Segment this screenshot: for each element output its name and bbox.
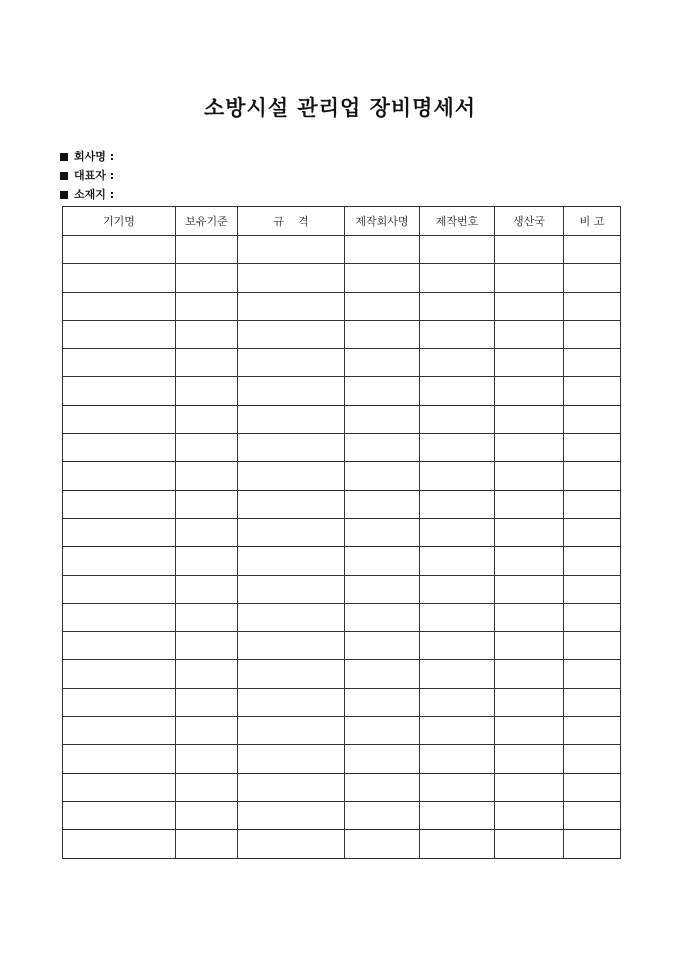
table-cell[interactable] [495,801,564,829]
table-cell[interactable] [495,745,564,773]
table-cell[interactable] [495,632,564,660]
table-cell[interactable] [564,349,621,377]
table-row [63,349,621,377]
table-row [63,236,621,264]
table-cell[interactable] [564,773,621,801]
table-cell[interactable] [495,264,564,292]
table-cell[interactable] [420,349,495,377]
table-cell[interactable] [420,688,495,716]
table-cell[interactable] [238,717,345,745]
table-cell[interactable] [495,292,564,320]
table-cell[interactable] [176,801,238,829]
table-row [63,717,621,745]
table-cell[interactable] [63,377,176,405]
equipment-table [62,206,621,859]
table-cell[interactable] [63,717,176,745]
table-cell[interactable] [564,264,621,292]
table-cell[interactable] [176,830,238,858]
table-cell[interactable] [420,462,495,490]
table-row [63,660,621,688]
table-cell[interactable] [564,547,621,575]
table-row [63,632,621,660]
header-manufacturer: 제작회사명 [345,207,420,236]
table-cell[interactable] [176,405,238,433]
table-row [63,462,621,490]
table-cell[interactable] [63,405,176,433]
table-cell[interactable] [238,490,345,518]
table-cell[interactable] [564,434,621,462]
table-cell[interactable] [238,320,345,348]
table-cell[interactable] [420,377,495,405]
header-specification: 규 격 [238,207,345,236]
table-cell[interactable] [345,434,420,462]
square-bullet-icon [60,172,68,180]
table-cell[interactable] [238,405,345,433]
table-cell[interactable] [420,490,495,518]
table-cell[interactable] [564,490,621,518]
table-cell[interactable] [345,745,420,773]
table-row [63,264,621,292]
table-cell[interactable] [63,236,176,264]
table-row [63,434,621,462]
table-cell[interactable] [238,292,345,320]
table-row [63,490,621,518]
table-cell[interactable] [238,264,345,292]
table-cell[interactable] [345,405,420,433]
table-cell[interactable] [238,518,345,546]
table-cell[interactable] [495,320,564,348]
square-bullet-icon [60,153,68,161]
table-cell[interactable] [420,405,495,433]
table-cell[interactable] [345,717,420,745]
table-cell[interactable] [495,405,564,433]
table-cell[interactable] [176,717,238,745]
table-cell[interactable] [176,377,238,405]
table-cell[interactable] [564,632,621,660]
table-cell[interactable] [420,292,495,320]
info-representative-label: 대표자 : [74,169,115,182]
table-cell[interactable] [238,745,345,773]
table-cell[interactable] [420,575,495,603]
table-cell[interactable] [420,264,495,292]
table-cell[interactable] [176,547,238,575]
table-cell[interactable] [495,547,564,575]
table-cell[interactable] [63,264,176,292]
table-cell[interactable] [176,349,238,377]
table-row [63,745,621,773]
table-cell[interactable] [238,830,345,858]
table-header-row [63,207,621,236]
table-cell[interactable] [176,518,238,546]
table-cell[interactable] [345,688,420,716]
table-cell[interactable] [564,575,621,603]
table-cell[interactable] [63,547,176,575]
table-cell[interactable] [345,801,420,829]
table-cell[interactable] [176,688,238,716]
table-cell[interactable] [345,236,420,264]
table-cell[interactable] [564,745,621,773]
table-cell[interactable] [238,660,345,688]
table-cell[interactable] [176,773,238,801]
table-cell[interactable] [238,773,345,801]
table-cell[interactable] [63,801,176,829]
table-cell[interactable] [238,603,345,631]
table-cell[interactable] [176,292,238,320]
table-cell[interactable] [238,236,345,264]
table-cell[interactable] [495,603,564,631]
table-cell[interactable] [176,660,238,688]
table-cell[interactable] [420,236,495,264]
table-cell[interactable] [345,518,420,546]
table-cell[interactable] [564,688,621,716]
table-row [63,518,621,546]
table-cell[interactable] [495,518,564,546]
table-cell[interactable] [63,349,176,377]
table-cell[interactable] [345,575,420,603]
table-row [63,830,621,858]
table-cell[interactable] [564,717,621,745]
table-cell[interactable] [420,518,495,546]
table-cell[interactable] [63,518,176,546]
table-row [63,377,621,405]
table-cell[interactable] [63,773,176,801]
table-cell[interactable] [238,434,345,462]
table-cell[interactable] [63,320,176,348]
table-cell[interactable] [420,745,495,773]
table-cell[interactable] [238,801,345,829]
table-cell[interactable] [345,773,420,801]
table-cell[interactable] [420,632,495,660]
table-row [63,320,621,348]
table-cell[interactable] [238,688,345,716]
table-cell[interactable] [176,264,238,292]
table-cell[interactable] [63,575,176,603]
document-title: 소방시설 관리업 장비명세서 [203,96,477,120]
table-cell[interactable] [63,292,176,320]
table-cell[interactable] [63,603,176,631]
table-cell[interactable] [238,547,345,575]
table-cell[interactable] [564,518,621,546]
table-cell[interactable] [420,773,495,801]
table-cell[interactable] [495,462,564,490]
header-holding-standard: 보유기준 [176,207,238,236]
company-info [60,147,114,204]
table-row [63,575,621,603]
info-company-name-label: 회사명 : [74,150,115,163]
table-cell[interactable] [345,349,420,377]
table-cell[interactable] [495,377,564,405]
table-cell[interactable] [345,547,420,575]
table-cell[interactable] [420,830,495,858]
table-cell[interactable] [176,632,238,660]
info-location [60,185,114,204]
table-cell[interactable] [63,745,176,773]
table-cell[interactable] [495,830,564,858]
table-cell[interactable] [176,434,238,462]
table-cell[interactable] [495,490,564,518]
info-company-name [60,147,114,166]
table-cell[interactable] [176,462,238,490]
table-cell[interactable] [345,660,420,688]
table-cell[interactable] [564,462,621,490]
table-cell[interactable] [345,320,420,348]
table-cell[interactable] [564,377,621,405]
table-row [63,688,621,716]
header-device-name: 기기명 [63,207,176,236]
table-cell[interactable] [238,349,345,377]
table-cell[interactable] [420,320,495,348]
table-cell[interactable] [345,632,420,660]
table-cell[interactable] [420,717,495,745]
table-cell[interactable] [564,801,621,829]
table-cell[interactable] [176,490,238,518]
table-cell[interactable] [495,349,564,377]
table-cell[interactable] [63,688,176,716]
header-serial-number: 제작번호 [420,207,495,236]
table-cell[interactable] [345,462,420,490]
table-row [63,405,621,433]
table-row [63,773,621,801]
table-cell[interactable] [564,236,621,264]
table-row [63,547,621,575]
table-body [63,236,621,859]
table-cell[interactable] [495,688,564,716]
table-cell[interactable] [176,575,238,603]
table-cell[interactable] [63,660,176,688]
table-cell[interactable] [238,632,345,660]
table-cell[interactable] [564,292,621,320]
info-location-label: 소재지 : [74,188,115,201]
table-cell[interactable] [176,236,238,264]
table-cell[interactable] [495,236,564,264]
table-cell[interactable] [63,434,176,462]
table-cell[interactable] [495,717,564,745]
table-cell[interactable] [495,434,564,462]
table-cell[interactable] [345,490,420,518]
table-cell[interactable] [345,264,420,292]
table-cell[interactable] [495,773,564,801]
table-cell[interactable] [63,632,176,660]
info-representative [60,166,114,185]
header-country-of-origin: 생산국 [495,207,564,236]
table-cell[interactable] [495,575,564,603]
table-cell[interactable] [420,660,495,688]
table-cell[interactable] [420,603,495,631]
table-cell[interactable] [176,745,238,773]
table-cell[interactable] [564,660,621,688]
table-row [63,801,621,829]
table-cell[interactable] [63,830,176,858]
table-row [63,292,621,320]
square-bullet-icon [60,191,68,199]
table-cell[interactable] [420,801,495,829]
table-cell[interactable] [176,320,238,348]
table-cell[interactable] [564,603,621,631]
table-cell[interactable] [238,462,345,490]
table-cell[interactable] [420,547,495,575]
table-cell[interactable] [238,575,345,603]
header-remarks: 비 고 [564,207,621,236]
table-row [63,603,621,631]
table-cell[interactable] [345,830,420,858]
table-cell[interactable] [238,377,345,405]
table-cell[interactable] [420,434,495,462]
table-cell[interactable] [564,830,621,858]
table-cell[interactable] [345,603,420,631]
table-cell[interactable] [495,660,564,688]
table-cell[interactable] [345,292,420,320]
table-cell[interactable] [63,490,176,518]
table-cell[interactable] [176,603,238,631]
table-cell[interactable] [63,462,176,490]
table-cell[interactable] [345,377,420,405]
table-cell[interactable] [564,405,621,433]
table-cell[interactable] [564,320,621,348]
